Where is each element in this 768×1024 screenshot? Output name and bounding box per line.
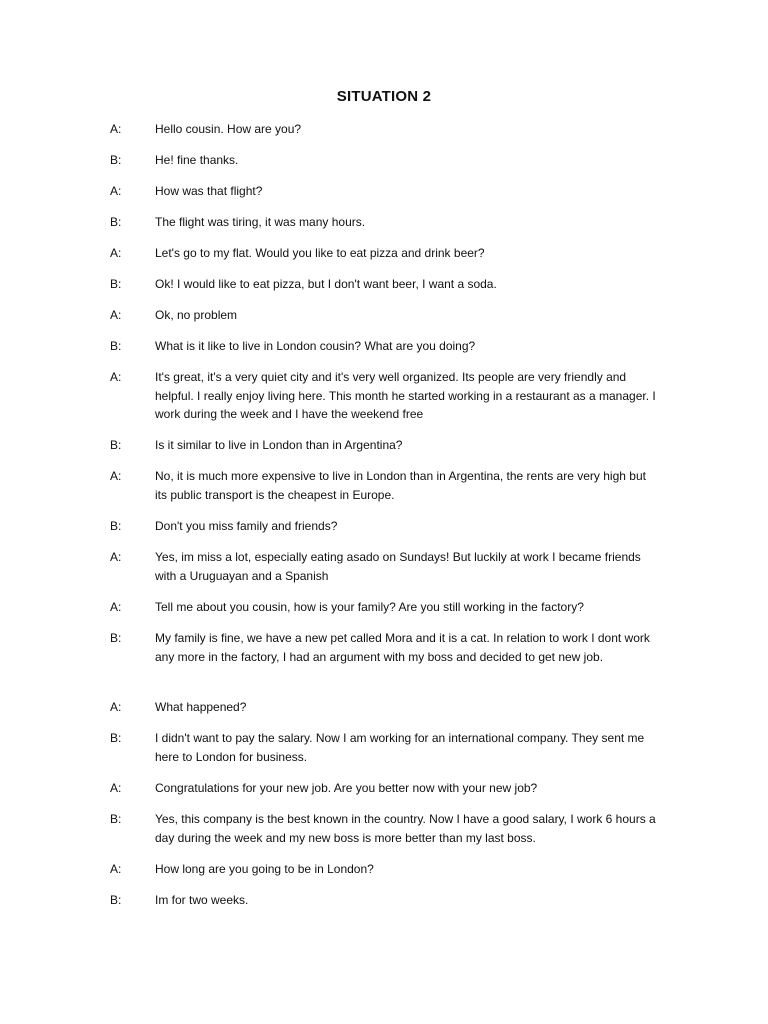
speaker-label: A: <box>110 469 122 483</box>
utterance-text: How long are you going to be in London? <box>155 862 374 876</box>
utterance-text: He! fine thanks. <box>155 153 239 167</box>
utterance-text: Hello cousin. How are you? <box>155 122 302 136</box>
utterance-text: Don't you miss family and friends? <box>155 519 338 533</box>
speaker-label: B: <box>110 438 122 452</box>
speaker-label: A: <box>110 370 122 384</box>
speaker-label: B: <box>110 893 122 907</box>
utterance-text: What happened? <box>155 700 247 714</box>
speaker-label: B: <box>110 215 122 229</box>
utterance-text: Yes, this company is the best known in the country. Now I have a good salary, I work 6 hours a day during the week and my new boss is more better than my last boss. <box>155 812 656 845</box>
speaker-label: B: <box>110 631 122 645</box>
utterance-text: No, it is much more expensive to live in London than in Argentina, the rents are very high but its public transport is the cheapest in Europe. <box>155 469 646 502</box>
speaker-label: B: <box>110 812 122 826</box>
utterance-text: Is it similar to live in London than in Argentina? <box>155 438 403 452</box>
utterance-text: Tell me about you cousin, how is your family? Are you still working in the factory? <box>155 600 584 614</box>
speaker-label: A: <box>110 184 122 198</box>
speaker-label: A: <box>110 308 122 322</box>
speaker-label: A: <box>110 781 122 795</box>
utterance-text: How was that flight? <box>155 184 263 198</box>
utterance-text: Ok, no problem <box>155 308 238 322</box>
utterance-text: Ok! I would like to eat pizza, but I don't want beer, I want a soda. <box>155 277 497 291</box>
utterance-text: Let's go to my flat. Would you like to eat pizza and drink beer? <box>155 246 485 260</box>
utterance-text: Im for two weeks. <box>155 893 249 907</box>
utterance-text: It's great, it's a very quiet city and it's very well organized. Its people are very friendly and helpful. I really enjoy living here. This month he started working in a restaurant as a manager. I work during the week and I have the weekend free <box>155 370 656 421</box>
speaker-label: B: <box>110 731 122 745</box>
speaker-label: B: <box>110 519 122 533</box>
utterance-text: Yes, im miss a lot, especially eating asado on Sundays! But luckily at work I became friends with a Uruguayan and a Spanish <box>155 550 641 583</box>
utterance-text: Congratulations for your new job. Are you better now with your new job? <box>155 781 538 795</box>
speaker-label: B: <box>110 277 122 291</box>
utterance-text: My family is fine, we have a new pet called Mora and it is a cat. In relation to work I dont work any more in the factory, I had an argument with my boss and decided to get new job. <box>155 631 650 664</box>
speaker-label: B: <box>110 339 122 353</box>
speaker-label: A: <box>110 550 122 564</box>
speaker-label: A: <box>110 122 122 136</box>
speaker-label: A: <box>110 700 122 714</box>
utterance-text: What is it like to live in London cousin? What are you doing? <box>155 339 476 353</box>
speaker-label: A: <box>110 600 122 614</box>
document-title: SITUATION 2 <box>336 88 432 105</box>
utterance-text: The flight was tiring, it was many hours. <box>155 215 366 229</box>
speaker-label: B: <box>110 153 122 167</box>
speaker-label: A: <box>110 862 122 876</box>
utterance-text: I didn't want to pay the salary. Now I am working for an international company. They sent me here to London for business. <box>155 731 645 764</box>
speaker-label: A: <box>110 246 122 260</box>
